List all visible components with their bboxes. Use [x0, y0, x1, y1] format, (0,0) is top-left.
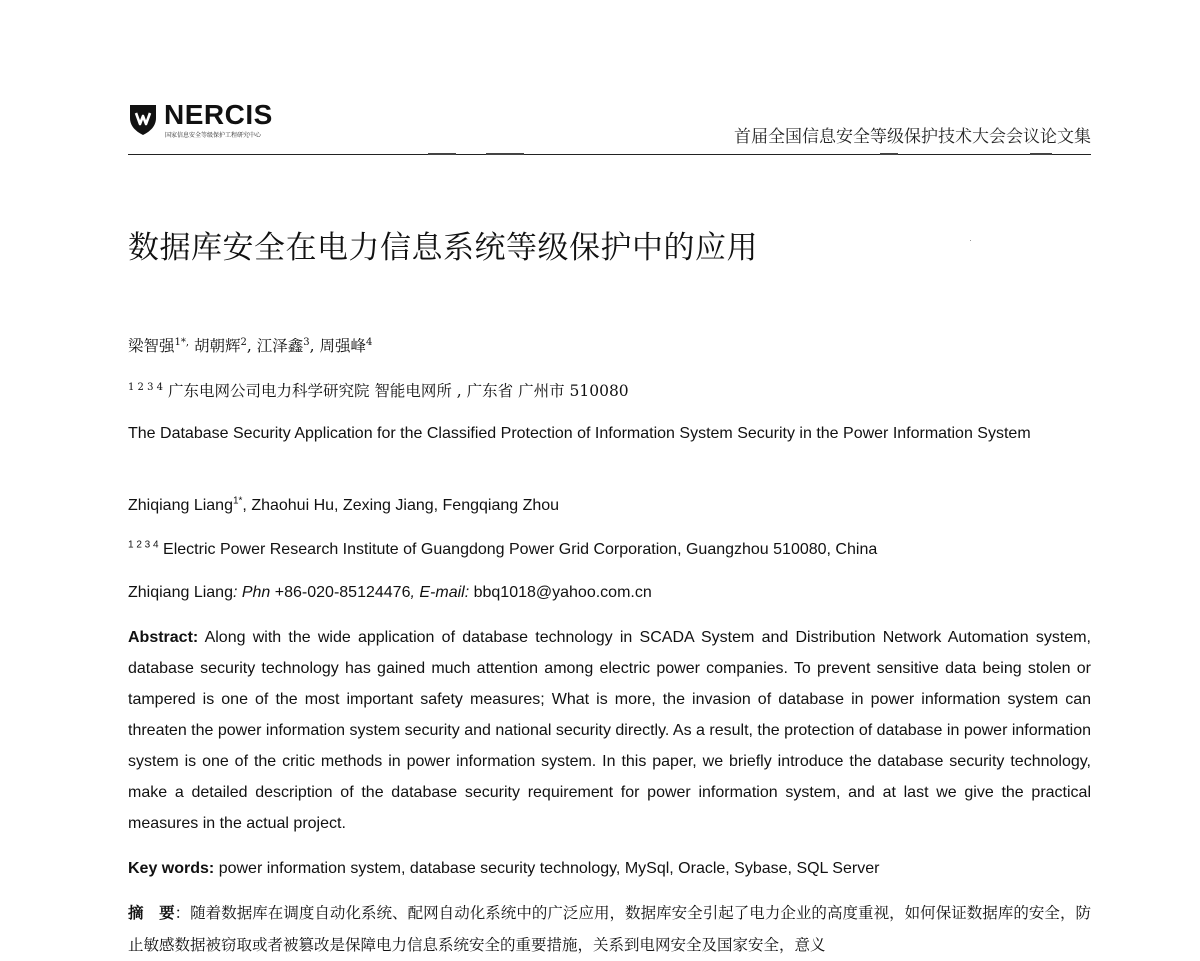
- affiliation-en: [128, 541, 877, 559]
- abstract-en: [128, 622, 1091, 839]
- logo-subtext: 国家信息安全等级保护工程研究中心: [165, 132, 262, 139]
- author-mark: 1*: [232, 495, 243, 507]
- affiliation-mark: 1 2 3 4: [128, 381, 163, 393]
- author-separator: ,: [246, 337, 257, 355]
- author-mark: 4: [366, 336, 373, 348]
- paper-title: 数据库安全在电力信息系统等级保护中的应用: [128, 230, 758, 266]
- affiliation-mark: 1 2 3 4: [128, 539, 159, 551]
- abstract-text: Along with the wide application of database technology in SCADA System and Distribution Network Automation system, database security technology has gained much attention among electric power companies. To prevent sensitive data being stolen or tampered is one of the most important safety measures; What is more, the invasion of database in power information system can threaten the power information system security and national security directly. As a result, the protection of database in power information system is one of the critic methods in power information system. In this paper, we briefly introduce the database security technology, make a detailed description of the database security requirement for power information system, and at last we give the practical measures in the actual project.: [128, 629, 1091, 832]
- phone-label: : Phn: [232, 584, 275, 601]
- author-mark: 2: [240, 336, 247, 348]
- email-label: , E-mail:: [410, 584, 474, 601]
- author-name: 胡朝辉: [194, 337, 241, 355]
- nercis-logo: [128, 100, 328, 146]
- author-name: Zhiqiang Liang: [128, 497, 233, 514]
- header-rule-accent: [1030, 153, 1052, 155]
- author-name: 周强峰: [319, 337, 367, 355]
- header-rule-accent: [486, 153, 524, 155]
- phone-number: +86-020-85124476: [274, 584, 411, 601]
- abstract-cn: [128, 897, 1091, 961]
- keywords: [128, 853, 1091, 884]
- keywords-text: power information system, database security technology, MySql, Oracle, Sybase, SQL Server: [214, 860, 880, 877]
- email-address: bbq1018@yahoo.com.cn: [473, 584, 652, 601]
- header-rule: [128, 154, 1091, 155]
- header-rule-accent: [428, 153, 456, 155]
- abstract-label: Abstract:: [128, 629, 199, 646]
- author-list: , Zhaohui Hu, Zexing Jiang, Fengqiang Zhou: [242, 497, 560, 514]
- authors-cn: [128, 334, 372, 356]
- header-rule-accent: [880, 153, 898, 155]
- paper-title-en: The Database Security Application for the Classified Protection of Information System Security in the Power Information System: [128, 425, 1031, 442]
- author-mark: 3: [303, 336, 310, 348]
- author-separator: ,: [309, 337, 320, 355]
- author-name: 江泽鑫: [256, 337, 304, 355]
- keywords-label: Key words:: [128, 860, 215, 877]
- author-name: 梁智强: [128, 337, 175, 355]
- affiliation-text: 广东电网公司电力科学研究院 智能电网所 , 广东省 广州市 510080: [167, 382, 629, 400]
- affiliation-text: Electric Power Research Institute of Guangdong Power Grid Corporation, Guangzhou 510080, China: [163, 541, 878, 558]
- contact-line: [128, 584, 652, 602]
- logo-text: NERCIS: [164, 99, 273, 130]
- authors-en: [128, 497, 559, 515]
- abstract-cn-text: ：随着数据库在调度自动化系统、配网自动化系统中的广泛应用，数据库安全引起了电力企业的高度重视，如何保证数据库的安全，防止敏感数据被窃取或者被篡改是保障电力信息系统安全的重要措施，关系到电网安全及国家安全，意义: [128, 904, 1091, 954]
- shield-logo-icon: [128, 102, 158, 136]
- author-mark: 1*,: [174, 336, 190, 348]
- scan-speck: [970, 240, 971, 241]
- affiliation-cn: [128, 379, 629, 401]
- conference-name: 首届全国信息安全等级保护技术大会会议论文集: [734, 127, 1091, 147]
- abstract-cn-label: 摘 要: [128, 904, 175, 922]
- contact-name: Zhiqiang Liang: [128, 584, 233, 601]
